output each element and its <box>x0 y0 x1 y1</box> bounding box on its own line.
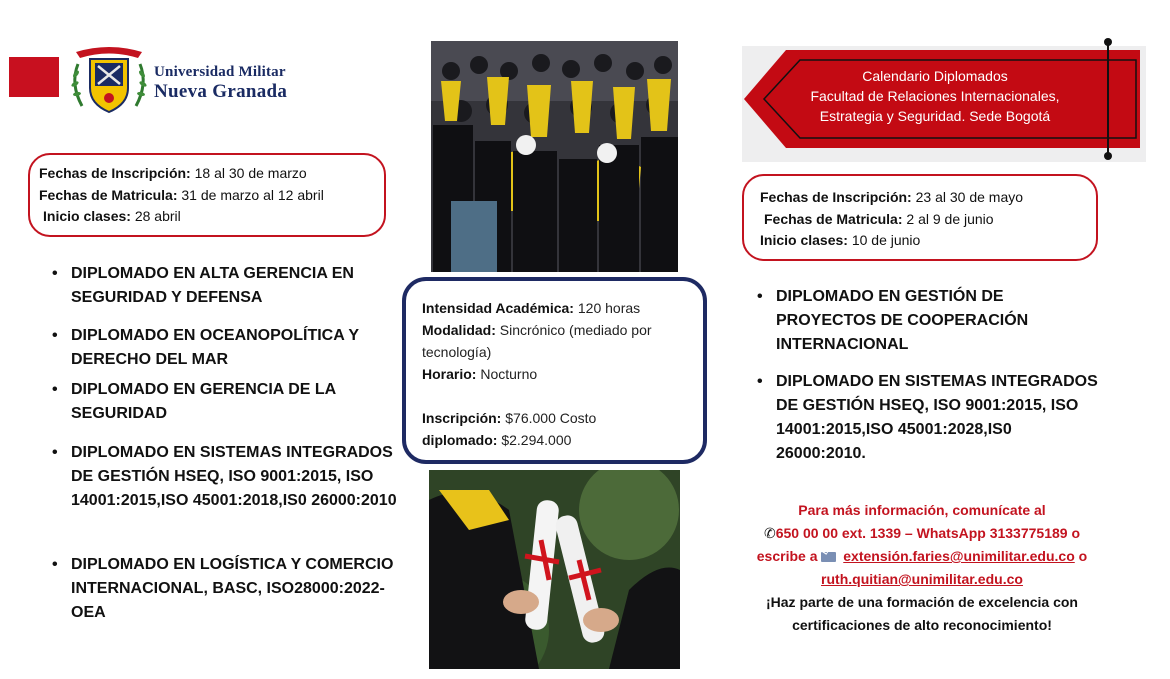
left-inicio-row <box>39 206 384 228</box>
escribe-label: escribe a <box>756 548 818 564</box>
university-name-line2: Nueva Granada <box>154 81 288 102</box>
contact-email2-row <box>712 568 1132 591</box>
label: Intensidad Académica: <box>422 300 574 316</box>
banner-line3: Estrategia y Seguridad. Sede Bogotá <box>819 108 1051 124</box>
graduates-photo <box>431 41 678 272</box>
banner-title <box>775 66 1095 126</box>
email-link-2[interactable]: ruth.quitian@unimilitar.edu.co <box>821 571 1023 587</box>
academic-info-box <box>402 277 707 464</box>
red-accent-block <box>9 57 59 97</box>
contact-intro: Para más información, comunícate al <box>798 502 1046 518</box>
or-label: o <box>1078 548 1088 564</box>
list-item: • DIPLOMADO EN GERENCIA DE LA SEGURIDAD <box>52 378 401 426</box>
contact-info <box>712 499 1132 637</box>
value: Sincrónico (mediado por tecnología) <box>422 322 652 360</box>
closing-line1: ¡Haz parte de una formación de excelencia con <box>766 594 1078 610</box>
mail-icon <box>821 552 836 562</box>
phone-icon: ✆ <box>763 525 776 541</box>
contact-phone-row <box>712 522 1132 545</box>
left-dates-box <box>28 153 386 237</box>
left-inscripcion-row <box>39 163 384 185</box>
value: 2 al 9 de junio <box>906 210 994 227</box>
label: Fechas de Inscripción: <box>39 165 191 181</box>
label: Fechas de Matricula: <box>39 186 178 203</box>
banner-line1: Calendario Diplomados <box>862 68 1008 84</box>
banner-line2: Facultad de Relaciones Internacionales, <box>810 88 1060 104</box>
label: Modalidad: <box>422 322 496 338</box>
list-item: • DIPLOMADO EN SISTEMAS INTEGRADOS DE GESTIÓN HSEQ, ISO 9001:2015, ISO 14001:2015,ISO 45001:2018,IS0 26000:2010 <box>52 441 401 513</box>
contact-email-row <box>712 545 1132 568</box>
list-item: • DIPLOMADO EN SISTEMAS INTEGRADOS DE GESTIÓN HSEQ, ISO 9001:2015, ISO 14001:2015,ISO 45001:2028,IS0 26000:2010. <box>757 370 1106 466</box>
left-matricula-row <box>39 185 384 207</box>
horario-row <box>422 363 703 385</box>
value: 28 abril <box>134 208 181 224</box>
label: diplomado: <box>422 432 498 448</box>
diplomado-cost-row <box>422 429 703 451</box>
right-dates-box <box>742 174 1098 261</box>
university-name <box>154 63 287 101</box>
value: 120 horas <box>577 300 641 316</box>
list-item: • DIPLOMADO EN ALTA GERENCIA EN SEGURIDAD Y DEFENSA <box>52 262 401 310</box>
modalidad-row <box>422 319 682 363</box>
right-inicio-row <box>760 230 1096 252</box>
diplomas-photo <box>429 470 680 669</box>
value: $2.294.000 <box>501 432 572 448</box>
list-item: • DIPLOMADO EN GESTIÓN DE PROYECTOS DE COOPERACIÓN INTERNACIONAL <box>757 285 1076 357</box>
right-matricula-row <box>760 209 1096 231</box>
value: 23 al 30 de mayo <box>915 189 1024 205</box>
label: Horario: <box>422 366 477 382</box>
intensidad-row <box>422 297 703 319</box>
label: Fechas de Inscripción: <box>760 189 912 205</box>
list-item: • DIPLOMADO EN LOGÍSTICA Y COMERCIO INTERNACIONAL, BASC, ISO28000:2022- OEA <box>52 553 401 625</box>
right-inscripcion-row <box>760 187 1096 209</box>
value: Nocturno <box>480 366 538 382</box>
label: Inscripción: <box>422 410 502 426</box>
value: 31 de marzo al 12 abril <box>181 186 324 203</box>
contact-phone: 650 00 00 ext. 1339 – WhatsApp 3133775189 o <box>775 525 1081 541</box>
university-name-line1: Universidad Militar <box>154 64 286 80</box>
label: Fechas de Matricula: <box>764 210 903 227</box>
closing-line2: certificaciones de alto reconocimiento! <box>792 617 1052 633</box>
list-item: • DIPLOMADO EN OCEANOPOLÍTICA Y DERECHO DEL MAR <box>52 324 401 372</box>
label: Inicio clases: <box>760 232 848 248</box>
label: Inicio clases: <box>43 208 131 224</box>
university-crest-icon <box>68 44 150 116</box>
email-link-1[interactable]: extensión.faries@unimilitar.edu.co <box>843 548 1075 564</box>
value: 10 de junio <box>851 232 921 248</box>
inscripcion-cost-row <box>422 407 703 429</box>
value: 18 al 30 de marzo <box>194 165 307 181</box>
value: $76.000 Costo <box>505 410 597 426</box>
